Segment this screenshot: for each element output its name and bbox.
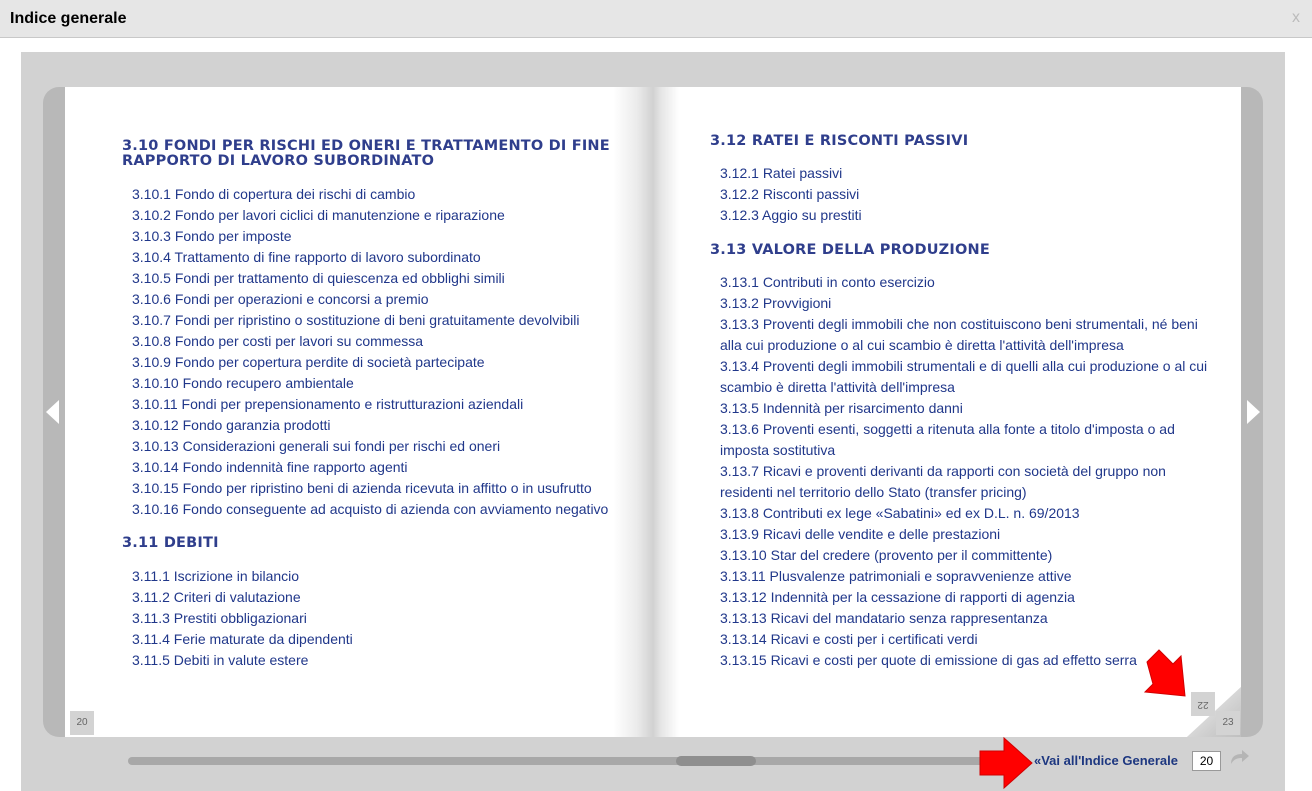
window-title: Indice generale xyxy=(10,10,127,27)
toc-link[interactable]: 3.13.8 Contributi ex lege «Sabatini» ed ex D.L. n. 69/2013 xyxy=(720,505,1080,521)
window-titlebar xyxy=(0,0,1312,38)
toc-link[interactable]: 3.13.1 Contributi in conto esercizio xyxy=(720,274,935,290)
toc-link[interactable]: 3.12.1 Ratei passivi xyxy=(720,165,843,181)
toc-link[interactable]: 3.10.14 Fondo indennità fine rapporto agenti xyxy=(132,459,408,475)
left-page xyxy=(65,87,653,737)
toc-link[interactable]: 3.13.15 Ricavi e costi per quote di emissione di gas ad effetto serra xyxy=(720,652,1137,668)
toc-link[interactable]: 3.10.2 Fondo per lavori ciclici di manutenzione e riparazione xyxy=(132,207,505,223)
toc-link[interactable]: 3.12.3 Aggio su prestiti xyxy=(720,207,862,223)
section-heading-3-11: 3.11 DEBITI xyxy=(122,535,219,551)
page-gutter-shadow xyxy=(613,87,653,737)
chevron-left-icon[interactable] xyxy=(46,400,59,424)
toc-link[interactable]: 3.10.4 Trattamento di fine rapporto di lavoro subordinato xyxy=(132,249,481,265)
toc-link[interactable]: 3.13.3 Proventi degli immobili che non costituiscono beni strumentali, né beni alla cui produzione o al cui scambio è diretta l'attività dell'impresa xyxy=(720,316,1198,353)
page-slider-track[interactable] xyxy=(128,757,998,765)
page-slider-thumb[interactable] xyxy=(676,756,756,766)
page-number-input[interactable] xyxy=(1192,751,1221,771)
page-gutter-shadow xyxy=(653,87,679,737)
red-arrow-icon xyxy=(978,736,1034,790)
section-heading-3-10: 3.10 FONDI PER RISCHI ED ONERI E TRATTAMENTO DI FINE RAPPORTO DI LAVORO SUBORDINATO xyxy=(122,138,610,169)
toc-link[interactable]: 3.12.2 Risconti passivi xyxy=(720,186,860,202)
section-3-11-list xyxy=(132,566,642,671)
section-heading-3-12: 3.12 RATEI E RISCONTI PASSIVI xyxy=(710,133,969,149)
toc-link[interactable]: 3.11.3 Prestiti obbligazionari xyxy=(132,610,307,626)
toc-link[interactable]: 3.13.10 Star del credere (provento per il committente) xyxy=(720,547,1053,563)
section-heading-3-13: 3.13 VALORE DELLA PRODUZIONE xyxy=(710,242,990,258)
next-page-peek-number: 22 xyxy=(1191,692,1215,716)
toc-link[interactable]: 3.13.4 Proventi degli immobili strumentali e di quelli alla cui produzione o al cui scambio è diretta l'attività dell'impresa xyxy=(720,358,1208,395)
toc-link[interactable]: 3.10.10 Fondo recupero ambientale xyxy=(132,375,354,391)
right-page-number: 23 xyxy=(1216,711,1240,735)
toc-link[interactable]: 3.10.13 Considerazioni generali sui fondi per rischi ed oneri xyxy=(132,438,501,454)
section-3-12-list xyxy=(720,163,1220,226)
toc-link[interactable]: 3.13.7 Ricavi e proventi derivanti da rapporti con società del gruppo non residenti nel territorio dello Stato (transfer pricing) xyxy=(720,463,1166,500)
toc-link[interactable]: 3.11.5 Debiti in valute estere xyxy=(132,652,309,668)
toc-link[interactable]: 3.13.12 Indennità per la cessazione di rapporti di agenzia xyxy=(720,589,1075,605)
toc-link[interactable]: 3.10.9 Fondo per copertura perdite di società partecipate xyxy=(132,354,485,370)
toc-link[interactable]: 3.13.9 Ricavi delle vendite e delle prestazioni xyxy=(720,526,1001,542)
goto-index-link[interactable]: «Vai all'Indice Generale xyxy=(1034,753,1179,768)
toc-link[interactable]: 3.10.6 Fondi per operazioni e concorsi a premio xyxy=(132,291,429,307)
red-arrow-icon xyxy=(1143,648,1189,700)
toc-link[interactable]: 3.10.15 Fondo per ripristino beni di azienda ricevuta in affitto o in usufrutto xyxy=(132,480,592,496)
toc-link[interactable]: 3.13.2 Provvigioni xyxy=(720,295,832,311)
toc-link[interactable]: 3.13.6 Proventi esenti, soggetti a ritenuta alla fonte a titolo d'imposta o ad imposta sostitutiva xyxy=(720,421,1175,458)
section-3-13-list xyxy=(720,272,1220,671)
section-3-10-list xyxy=(132,184,642,520)
toc-link[interactable]: 3.10.8 Fondo per costi per lavori su commessa xyxy=(132,333,424,349)
right-page xyxy=(653,87,1241,737)
toc-link[interactable]: 3.10.16 Fondo conseguente ad acquisto di azienda con avviamento negativo xyxy=(132,501,609,517)
toc-link[interactable]: 3.13.14 Ricavi e costi per i certificati verdi xyxy=(720,631,978,647)
toc-link[interactable]: 3.11.4 Ferie maturate da dipendenti xyxy=(132,631,353,647)
toc-link[interactable]: 3.13.13 Ricavi del mandatario senza rappresentanza xyxy=(720,610,1048,626)
go-arrow-icon[interactable] xyxy=(1228,748,1250,766)
toc-link[interactable]: 3.10.3 Fondo per imposte xyxy=(132,228,292,244)
toc-link[interactable]: 3.13.5 Indennità per risarcimento danni xyxy=(720,400,963,416)
left-page-number: 20 xyxy=(70,711,94,735)
toc-link[interactable]: 3.10.1 Fondo di copertura dei rischi di cambio xyxy=(132,186,416,202)
chevron-right-icon[interactable] xyxy=(1247,400,1260,424)
toc-link[interactable]: 3.11.1 Iscrizione in bilancio xyxy=(132,568,300,584)
toc-link[interactable]: 3.11.2 Criteri di valutazione xyxy=(132,589,301,605)
close-button[interactable]: x xyxy=(1292,9,1300,26)
toc-link[interactable]: 3.10.5 Fondi per trattamento di quiescenza ed obblighi simili xyxy=(132,270,505,286)
toc-link[interactable]: 3.13.11 Plusvalenze patrimoniali e sopravvenienze attive xyxy=(720,568,1072,584)
toc-link[interactable]: 3.10.12 Fondo garanzia prodotti xyxy=(132,417,331,433)
toc-link[interactable]: 3.10.7 Fondi per ripristino o sostituzione di beni gratuitamente devolvibili xyxy=(132,312,580,328)
toc-link[interactable]: 3.10.11 Fondi per prepensionamento e ristrutturazioni aziendali xyxy=(132,396,524,412)
